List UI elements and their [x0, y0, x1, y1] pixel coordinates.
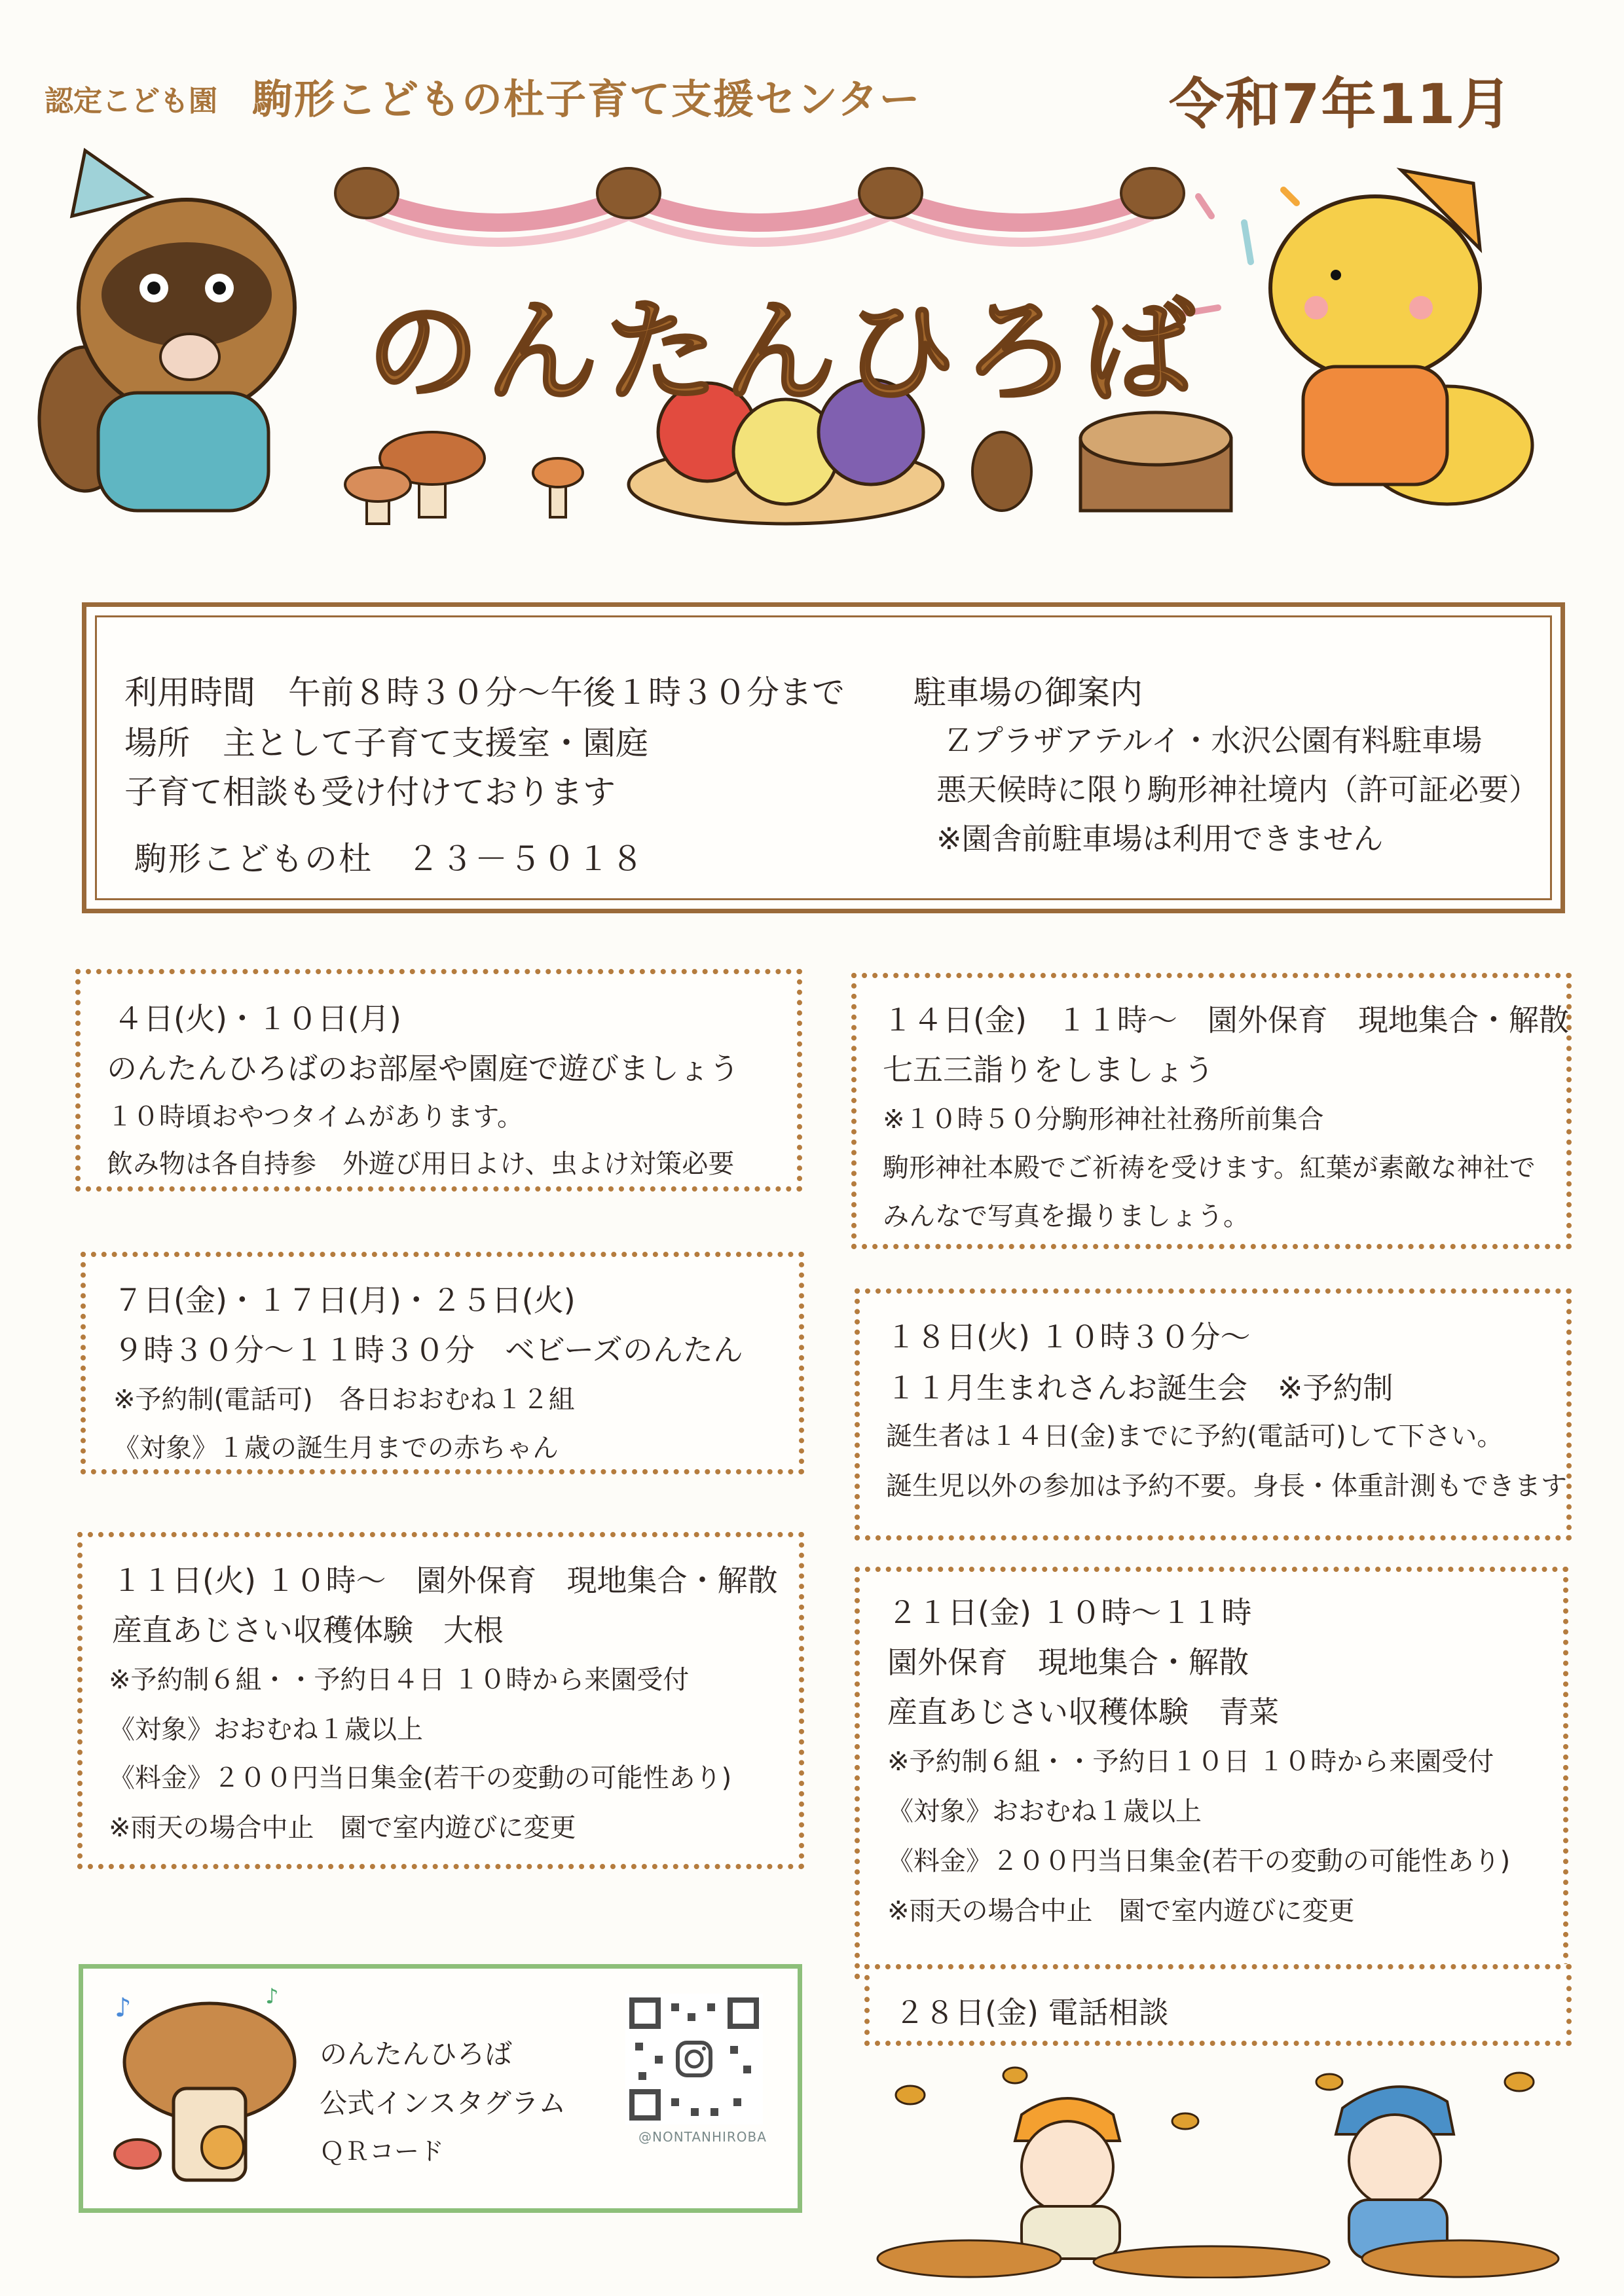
event-title: のんたんひろばのお部屋や園庭で遊びましょう: [107, 1051, 739, 1086]
mushroom-icon: [345, 432, 583, 524]
parking-line-1: Ｚプラザアテルイ・水沢公園有料駐車場: [943, 723, 1483, 758]
qr-label-3: ＱＲコード: [320, 2137, 445, 2166]
event-detail: 《対象》１歳の誕生月までの赤ちゃん: [113, 1433, 559, 1463]
parking-title: 駐車場の御案内: [913, 674, 1143, 712]
issue-date: 令和7年11月: [1169, 72, 1513, 136]
event-date: １１日(火) １０時～ 園外保育 現地集合・解散: [112, 1563, 778, 1598]
pinecone-icon: [972, 432, 1031, 511]
child-icon: [1336, 2086, 1454, 2259]
qr-label-2: 公式インスタグラム: [320, 2087, 566, 2119]
fox-icon: [1270, 170, 1532, 504]
event-title: １１月生まれさんお誕生会 ※予約制: [886, 1370, 1393, 1406]
qr-code[interactable]: [625, 1994, 763, 2124]
event-title: 七五三詣りをしましょう: [883, 1052, 1214, 1087]
tree-stump-icon: [1080, 412, 1231, 511]
svg-text:♪: ♪: [265, 1984, 279, 2009]
instagram-handle: @NONTANHIROBA: [638, 2129, 767, 2145]
children-leaves-illustration: [871, 2056, 1572, 2278]
event-date: １４日(金) １１時～ 園外保育 現地集合・解散: [883, 1002, 1569, 1038]
event-box-babies: [81, 1252, 804, 1474]
event-date: ２８日(金) 電話相談: [895, 1995, 1169, 2030]
event-detail: みんなで写真を撮りましょう。: [883, 1201, 1249, 1231]
event-detail: ※予約制(電話可) 各日おおむね１２組: [113, 1385, 575, 1415]
event-box-28: [864, 1964, 1572, 2046]
event-detail: 駒形神社本殿でご祈祷を受けます。紅葉が素敵な神社で: [883, 1153, 1536, 1183]
instagram-icon: [678, 2043, 710, 2075]
event-detail: 《料金》２００円当日集金(若干の変動の可能性あり): [887, 1846, 1511, 1876]
parking-line-3: ※園舎前駐車場は利用できません: [936, 821, 1384, 856]
event-detail: ※予約制６組・・予約日４日 １０時から来園受付: [109, 1665, 690, 1695]
center-name: 駒形こどもの杜子育て支援センター: [252, 75, 921, 123]
event-date: ２１日(金) １０時～１１時: [887, 1595, 1252, 1630]
event-box-4-10: [75, 969, 802, 1192]
event-detail: 誕生者は１４日(金)までに予約(電話可)して下さい。: [886, 1421, 1504, 1451]
child-icon: [1015, 2098, 1120, 2259]
place: 場所 主として子育て支援室・園庭: [124, 724, 648, 762]
leaf-pile-icon: [877, 2240, 1559, 2278]
event-detail: 《料金》２００円当日集金(若干の変動の可能性あり): [109, 1763, 732, 1793]
qr-label-1: のんたんひろば: [320, 2038, 513, 2070]
page-title: のんたんひろば: [367, 286, 1201, 418]
event-title: 産直あじさい収穫体験 青菜: [887, 1694, 1279, 1730]
event-detail: ※１０時５０分駒形神社社務所前集合: [883, 1104, 1324, 1135]
event-box-14: [851, 973, 1572, 1249]
event-detail: ※予約制６組・・予約日１０日 １０時から来園受付: [887, 1747, 1494, 1777]
opening-hours: 利用時間 午前８時３０分～午後１時３０分まで: [124, 674, 845, 712]
consultation-note: 子育て相談も受け付けております: [124, 773, 616, 811]
phone-number: 駒形こどもの杜 ２３－５０１８: [134, 840, 645, 878]
event-detail: １０時頃おやつタイムがあります。: [107, 1102, 523, 1132]
event-box-11: [77, 1532, 804, 1869]
garland-icon: [335, 168, 1184, 242]
header-kind: 認定こども園: [45, 84, 217, 118]
event-detail: 《対象》おおむね１歳以上: [887, 1796, 1202, 1827]
tanuki-icon: [39, 151, 295, 511]
event-detail: ※雨天の場合中止 園で室内遊びに変更: [109, 1813, 576, 1843]
event-date: ７日(金)・１７日(月)・２５日(火): [113, 1283, 576, 1318]
event-box-21: [855, 1567, 1568, 1979]
parking-line-2: 悪天候時に限り駒形神社境内（許可証必要）: [936, 772, 1539, 807]
event-detail: 《対象》おおむね１歳以上: [109, 1715, 423, 1745]
event-title: 園外保育 現地集合・解散: [887, 1645, 1249, 1680]
mushroom-squirrel-icon: [111, 1984, 308, 2193]
event-title: 産直あじさい収穫体験 大根: [112, 1613, 504, 1648]
event-date: ４日(火)・１０日(月): [113, 1001, 401, 1036]
event-date: １８日(火) １０時３０分～: [886, 1319, 1251, 1355]
event-detail: 誕生児以外の参加は予約不要。身長・体重計測もできます: [886, 1471, 1567, 1501]
event-box-birthday: [855, 1288, 1572, 1540]
event-title: ９時３０分～１１時３０分 ベビーズのんたん: [113, 1332, 743, 1368]
svg-text:♪: ♪: [115, 1993, 132, 2023]
event-detail: 飲み物は各自持参 外遊び用日よけ、虫よけ対策必要: [107, 1149, 735, 1179]
event-detail: ※雨天の場合中止 園で室内遊びに変更: [887, 1896, 1355, 1926]
